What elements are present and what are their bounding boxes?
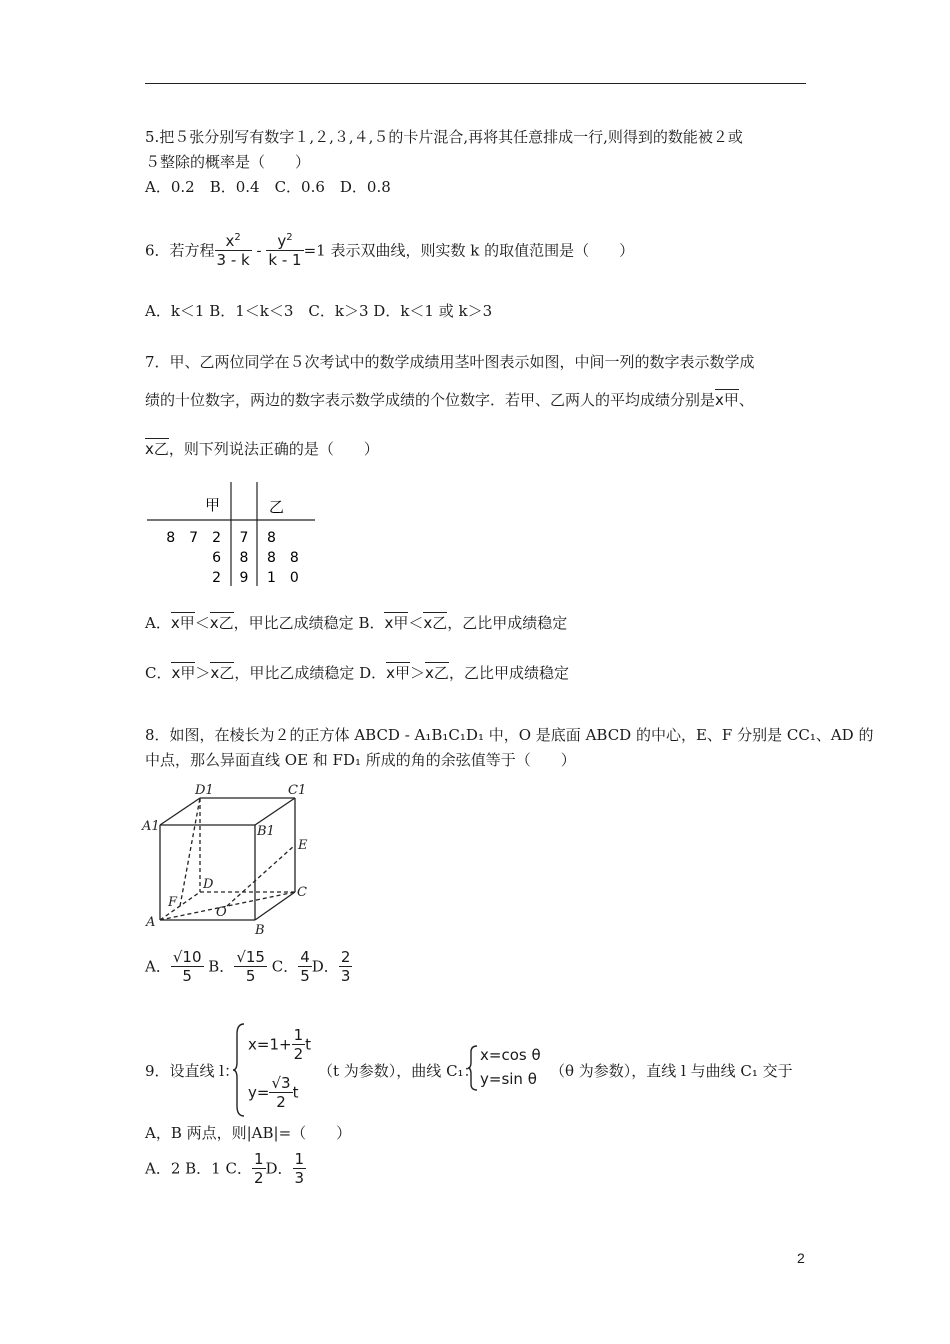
- q7-options-ab: [145, 612, 567, 632]
- q9-optD-den: 3: [294, 1169, 305, 1187]
- q8-optA-den: 5: [182, 967, 192, 985]
- label-B1: B1: [257, 824, 275, 839]
- page-number: 2: [797, 1250, 805, 1266]
- q7-line3-suffix: ，则下列说法正确的是（ ）: [168, 440, 379, 458]
- stem-row-3-right: 1 0: [267, 570, 299, 586]
- xbar-x: x: [171, 664, 181, 682]
- segment-OE: [227, 845, 295, 906]
- q9-mid: （t 为参数），曲线 C₁：: [318, 1062, 479, 1080]
- q7-optC-xbar-yi: [210, 662, 234, 682]
- q8-optD-frac: [339, 948, 353, 985]
- q7-optB-relation: ＜: [408, 614, 424, 632]
- q8-optC-num: 4: [300, 948, 310, 966]
- xbar-sub: 甲: [395, 664, 411, 682]
- q9-prefix: 9．设直线 l：: [145, 1062, 240, 1080]
- q9-optC-frac: [252, 1150, 266, 1187]
- q8-optC-den: 5: [300, 967, 310, 985]
- label-E: E: [298, 838, 308, 853]
- q7-line2-suffix: 、: [738, 391, 754, 409]
- q9-y-num: √3: [271, 1074, 291, 1092]
- q6-frac1-den: 3 - k: [216, 251, 250, 269]
- xbar-x: x: [145, 440, 154, 458]
- q7-xbar-jia: [715, 389, 739, 409]
- label-A: A: [146, 915, 156, 930]
- q7-optD-xbar-jia: [386, 662, 410, 682]
- q7-optA-text: ，甲比乙成绩稳定 B．: [233, 614, 385, 632]
- q7-optA-relation: ＜: [194, 614, 210, 632]
- stem-row-2-left: 6: [212, 550, 221, 566]
- edge-B1C1: [255, 798, 295, 825]
- q9-line2: A，B 两点，则|AB|=（ ）: [145, 1124, 352, 1142]
- q8-optB-num: √15: [236, 948, 265, 966]
- q7-line2: [145, 389, 754, 409]
- xbar-sub: 乙: [218, 614, 234, 632]
- q8-optA-frac: [171, 948, 204, 985]
- q6-stem: [145, 232, 634, 269]
- q6-options: A．k＜1 B．1＜k＜3 C．k＞3 D．k＜1 或 k＞3: [145, 302, 493, 320]
- q8-options: [145, 948, 352, 985]
- stem-header-jia: 甲: [205, 496, 221, 514]
- q7-optA-xbar-yi: [210, 612, 234, 632]
- xbar-x: x: [715, 391, 724, 409]
- q7-optA-label: A．: [145, 614, 171, 632]
- q6-frac2-num: y: [277, 232, 287, 250]
- q8-optA-num: √10: [172, 948, 202, 966]
- label-O: O: [216, 905, 227, 920]
- q5-line1: 5.把５张分别写有数字１,２,３,４,５的卡片混合,再将其任意排成一行,则得到的数能被２或: [145, 128, 743, 146]
- q9-x-num: 1: [293, 1026, 304, 1044]
- q9-optD-frac: [293, 1150, 307, 1187]
- q9-y-frac: [269, 1074, 292, 1111]
- q6-suffix: =1 表示双曲线，则实数 k 的取值范围是（ ）: [303, 241, 635, 260]
- stem-leaf-plot: [145, 482, 320, 592]
- q9-x-equation: [248, 1026, 311, 1063]
- xbar-x: x: [423, 614, 433, 632]
- q6-frac2-exp: 2: [286, 232, 293, 243]
- q9-x-eq: x=1+: [248, 1035, 292, 1054]
- q7-optB-xbar-yi: [423, 612, 447, 632]
- xbar-x: x: [210, 664, 220, 682]
- q7-options-cd: [145, 662, 569, 682]
- stem-row-1-right: 8: [267, 530, 276, 546]
- q6-minus: -: [256, 241, 262, 260]
- xbar-x: x: [386, 664, 395, 682]
- label-A1: A1: [142, 819, 160, 834]
- xbar-sub: 乙: [432, 614, 448, 632]
- q6-prefix: 6．若方程: [145, 241, 215, 260]
- q7-optD-xbar-yi: [425, 662, 449, 682]
- q7-optB-xbar-jia: [384, 612, 408, 632]
- xbar-sub: 甲: [179, 614, 195, 632]
- q6-frac1-exp: 2: [234, 232, 241, 243]
- xbar-x: x: [425, 664, 434, 682]
- q7-optC-relation: ＞: [195, 664, 211, 682]
- q7-line1: 7．甲、乙两位同学在５次考试中的数学成绩用茎叶图表示如图，中间一列的数字表示数学成: [145, 353, 755, 371]
- q7-line3: [145, 438, 379, 458]
- q6-frac1-num: x: [225, 232, 235, 250]
- q9-opts-text: A．2 B．1 C．: [145, 1159, 252, 1178]
- q7-optC-text: ，甲比乙成绩稳定 D．: [234, 664, 387, 682]
- q9-y-eq: y=: [248, 1083, 270, 1102]
- q7-optC-xbar-jia: [171, 662, 195, 682]
- q9-optC-num: 1: [253, 1150, 264, 1168]
- q9-suffix: （θ 为参数），直线 l 与曲线 C₁ 交于: [550, 1062, 793, 1080]
- q8-optB-label: B．: [208, 957, 235, 976]
- stem-row-3-stem: 9: [239, 570, 249, 586]
- q9-y-equation: [248, 1074, 298, 1111]
- xbar-sub: 乙: [219, 664, 235, 682]
- q9-y-den: 2: [276, 1093, 286, 1111]
- q6-fraction-2: [266, 232, 303, 269]
- q9-x-t: t: [305, 1035, 311, 1054]
- q8-optD-den: 3: [340, 967, 351, 985]
- label-D1: D1: [195, 783, 214, 798]
- q6-frac2-den: k - 1: [268, 251, 302, 269]
- q5-options: A．0.2 B．0.4 C．0.6 D．0.8: [145, 178, 391, 196]
- q9-optC-den: 2: [253, 1169, 264, 1187]
- q5-line2: ５整除的概率是（ ）: [145, 153, 311, 171]
- cube-figure: [140, 780, 330, 940]
- xbar-sub: 甲: [393, 614, 409, 632]
- xbar-sub: 甲: [723, 391, 739, 409]
- q9-y-t: t: [292, 1083, 299, 1102]
- header-rule: [145, 83, 806, 84]
- label-F: F: [168, 895, 178, 910]
- q7-xbar-yi: [145, 438, 169, 458]
- xbar-sub: 乙: [433, 664, 449, 682]
- label-C: C: [297, 885, 307, 900]
- edge-BC: [255, 892, 295, 920]
- stem-row-2-stem: 8: [239, 550, 249, 566]
- q6-fraction-1: [215, 232, 252, 269]
- q9-x-den: 2: [293, 1045, 304, 1063]
- label-D: D: [203, 877, 214, 892]
- label-B: B: [255, 923, 265, 938]
- q8-optA-label: A．: [145, 957, 171, 976]
- xbar-sub: 甲: [180, 664, 196, 682]
- stem-row-1-left: 8 7 2: [166, 530, 221, 546]
- segment-FD1: [180, 798, 200, 906]
- q9-x-frac: [292, 1026, 306, 1063]
- q7-optA-xbar-jia: [171, 612, 195, 632]
- label-C1: C1: [288, 783, 307, 798]
- q8-optD-num: 2: [340, 948, 351, 966]
- q9-curve-brace: [467, 1044, 479, 1092]
- q9-optD-label: D．: [265, 1159, 293, 1178]
- stem-row-2-right: 8 8: [267, 550, 299, 566]
- edge-A1D1: [160, 798, 200, 825]
- xbar-x: x: [170, 614, 180, 632]
- q9-curve-y: y=sin θ: [480, 1070, 537, 1088]
- q8-optB-frac: [234, 948, 267, 985]
- q8-optC-frac: [298, 948, 312, 985]
- q9-optD-num: 1: [294, 1150, 305, 1168]
- q8-optC-label: C．: [271, 957, 299, 976]
- q8-optD-label: D．: [311, 957, 339, 976]
- xbar-x: x: [209, 614, 219, 632]
- q7-optD-text: ，乙比甲成绩稳定: [448, 664, 569, 682]
- stem-row-1-stem: 7: [239, 530, 249, 546]
- q8-line2: 中点，那么异面直线 OE 和 FD₁ 所成的角的余弦值等于（ ）: [145, 751, 576, 769]
- xbar-x: x: [384, 614, 394, 632]
- q7-optB-text: ，乙比甲成绩稳定: [447, 614, 568, 632]
- q7-optC-label: C．: [145, 664, 172, 682]
- q7-line2-prefix: 绩的十位数字，两边的数字表示数学成绩的个位数字．若甲、乙两人的平均成绩分别是: [145, 391, 716, 409]
- stem-row-3-left: 2: [212, 570, 221, 586]
- q9-line-brace: [232, 1022, 246, 1118]
- q9-options: [145, 1150, 306, 1187]
- stem-header-yi: 乙: [269, 498, 285, 516]
- q8-line1: 8．如图，在棱长为２的正方体 ABCD - A₁B₁C₁D₁ 中，O 是底面 ABCD 的中心，E、F 分别是 CC₁、AD 的: [145, 726, 874, 744]
- q7-optD-relation: ＞: [410, 664, 426, 682]
- q9-curve-x: x=cos θ: [480, 1046, 541, 1064]
- xbar-sub: 乙: [153, 440, 169, 458]
- q8-optB-den: 5: [245, 967, 256, 985]
